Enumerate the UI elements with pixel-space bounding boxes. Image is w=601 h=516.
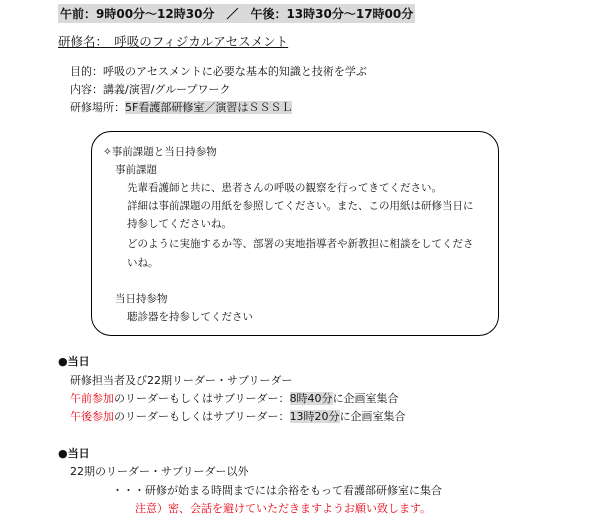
group-line: 22期のリーダー・サブリーダー以外 — [70, 465, 249, 478]
instruction-line: ・・・研修が始まる時間までには余裕をもって看護部研修室に集合 — [112, 484, 442, 497]
pm-suffix: に企画室集合 — [339, 410, 406, 423]
note-line: 注意）密、会話を避けていただきますようお願い致します。 — [135, 502, 432, 515]
pm-assembly-line — [70, 408, 406, 424]
purpose-line: 目的：呼吸のアセスメントに必要な基本的知識と技術を学ぶ — [70, 65, 367, 78]
pre-task-line: どのように実施するか等、部署の実地指導者や新教担に相談をしてくださ — [127, 238, 474, 250]
course-title: 研修名： 呼吸のフィジカルアセスメント — [58, 34, 289, 49]
pre-task-line: 持参してくださいね。 — [127, 218, 232, 230]
venue-label: 研修場所： — [70, 101, 125, 114]
pre-task-line: 先輩看護師と共に、患者さんの呼吸の観察を行ってきてください。 — [127, 182, 442, 194]
pre-task-line: 詳細は事前課題の用紙を参照してください。また、この用紙は研修当日に — [127, 200, 474, 212]
am-time: 8時40分 — [289, 392, 333, 405]
venue-value: 5F看護部研修室／演習はＳＳＳＬ — [125, 101, 293, 114]
day-heading: ●当日 — [58, 447, 90, 460]
venue-line — [70, 99, 292, 115]
pm-text: のリーダーもしくはサブリーダー： — [114, 410, 290, 423]
pre-task-label: 事前課題 — [115, 164, 157, 176]
pm-prefix: 午後参加 — [70, 410, 114, 423]
am-text: のリーダーもしくはサブリーダー： — [114, 392, 290, 405]
am-assembly-line — [70, 390, 399, 406]
pre-task-line: いね。 — [127, 257, 159, 269]
am-suffix: に企画室集合 — [332, 392, 399, 405]
day-heading: ●当日 — [58, 355, 90, 368]
content-line: 内容：講義/演習/グループワーク — [70, 83, 231, 96]
bring-item: 聴診器を持参してください — [127, 311, 253, 323]
box-heading: ✧事前課題と当日持参物 — [103, 146, 217, 158]
schedule-time: 午前：9時00分～12時30分 ／ 午後：13時30分～17時00分 — [58, 4, 415, 23]
staff-line: 研修担当者及び22期リーダー・サブリーダー — [70, 374, 293, 387]
am-prefix: 午前参加 — [70, 392, 114, 405]
bring-label: 当日持参物 — [115, 293, 168, 305]
pm-time: 13時20分 — [289, 410, 340, 423]
